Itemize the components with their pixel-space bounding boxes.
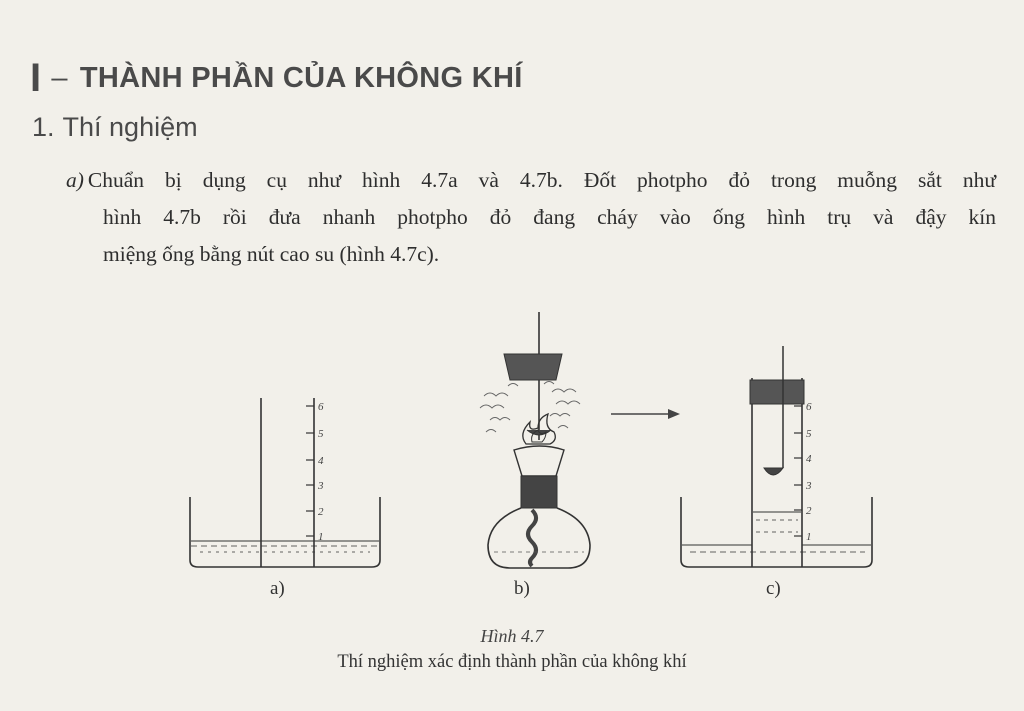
paragraph-line-1: a) Chuẩn bị dụng cụ như hình 4.7a và 4.7b. Đốt photpho đỏ trong muỗng sắt như: [66, 168, 996, 192]
scale-a-5: 5: [318, 428, 324, 440]
scale-c-4: 4: [806, 453, 812, 465]
scale-a-1: 1: [318, 531, 324, 543]
scale-a-3: 3: [318, 480, 324, 492]
figure-caption-text: Thí nghiệm xác định thành phần của không khí: [337, 652, 687, 672]
wick-holder-b: [521, 476, 557, 508]
scale-a-2: 2: [318, 506, 324, 518]
scale-a-4: 4: [318, 455, 324, 467]
stopper-b: [504, 354, 562, 380]
lamp-body-b: [488, 508, 590, 568]
paragraph-line-2: hình 4.7b rồi đưa nhanh photpho đỏ đang cháy vào ống hình trụ và đậy kín: [103, 205, 996, 229]
basin-c: [681, 497, 872, 567]
figure-caption-title: Hình 4.7: [480, 626, 544, 646]
figure-c-apparatus: [681, 346, 872, 567]
scale-c-2: 2: [806, 505, 812, 517]
figure-c-scale: [805, 401, 812, 543]
scale-c-1: 1: [806, 531, 812, 543]
scale-a-6: 6: [318, 401, 324, 413]
section-title: THÀNH PHẦN CỦA KHÔNG KHÍ: [79, 61, 523, 94]
figure-label-c: c): [766, 578, 781, 599]
subsection-number: 1.: [32, 112, 55, 142]
arrow-b-to-c: [611, 409, 680, 419]
scale-c-5: 5: [806, 428, 812, 440]
scale-c-6: 6: [806, 401, 812, 413]
stopper-c: [750, 380, 804, 404]
basin-a: [190, 497, 380, 567]
paragraph-line-3: miệng ống bằng nút cao su (hình 4.7c).: [103, 242, 440, 266]
figure-b-apparatus: [480, 312, 590, 568]
section-dash: –: [51, 61, 68, 94]
figure-label-b: b): [514, 578, 530, 599]
figure-a-apparatus: [190, 398, 380, 567]
figure-label-a: a): [270, 578, 285, 599]
subsection-title: Thí nghiệm: [62, 112, 198, 142]
figure-a-scale: [317, 401, 324, 543]
paragraph-label: a): [66, 168, 84, 192]
scale-c-3: 3: [806, 480, 812, 492]
section-roman-numeral: I: [30, 56, 42, 100]
